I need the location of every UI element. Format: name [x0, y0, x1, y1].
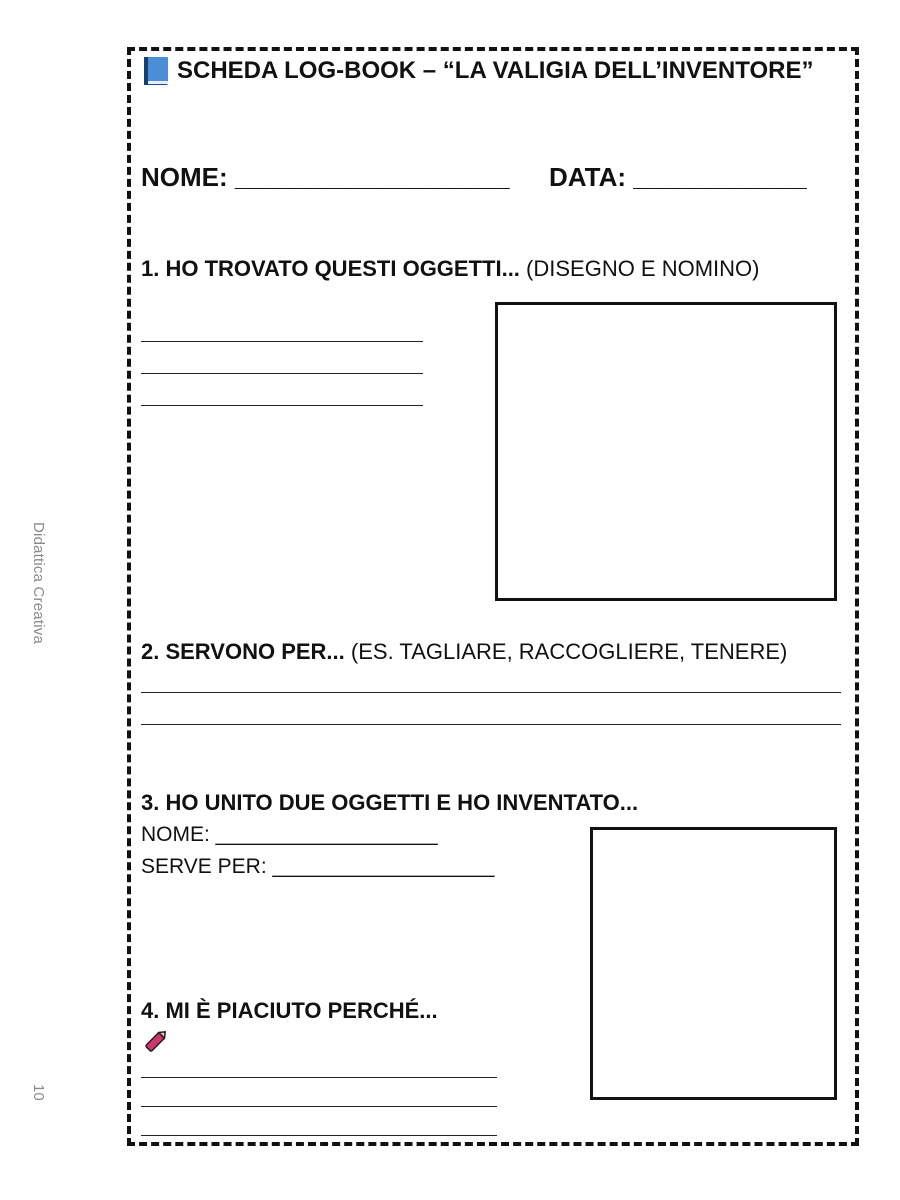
write-line[interactable] — [141, 1106, 497, 1107]
section-1-hint: (DISEGNO E NOMINO) — [519, 256, 760, 281]
section-2-title — [141, 639, 787, 665]
write-line[interactable] — [141, 692, 841, 693]
drawing-box-invention[interactable] — [590, 827, 837, 1100]
drawing-box-objects[interactable] — [495, 302, 837, 601]
section-2-heading: 2. SERVONO PER... — [141, 639, 345, 664]
date-field: DATA: ____________ — [549, 162, 807, 192]
page-title — [143, 56, 813, 86]
blue-book-icon — [143, 56, 169, 86]
write-line[interactable] — [141, 405, 423, 406]
pencil-icon — [142, 1027, 170, 1055]
write-line[interactable] — [141, 1135, 497, 1136]
section-1-title — [141, 256, 759, 282]
write-line[interactable] — [141, 373, 423, 374]
name-field: NOME: ___________________ — [141, 162, 510, 192]
write-line[interactable] — [141, 724, 841, 725]
invention-use-field: SERVE PER: ___________________ — [141, 855, 495, 878]
page-title-text: SCHEDA LOG-BOOK – “LA VALIGIA DELL’INVENTORE” — [177, 57, 814, 84]
side-label: Didattica Creativa — [30, 522, 47, 644]
section-4-title: 4. MI È PIACIUTO PERCHÉ... — [141, 998, 438, 1023]
section-1-heading: 1. HO TROVATO QUESTI OGGETTI... — [141, 256, 520, 281]
write-line[interactable] — [141, 1077, 497, 1078]
section-3-title: 3. HO UNITO DUE OGGETTI E HO INVENTATO... — [141, 790, 639, 815]
page-number: 10 — [30, 1084, 47, 1101]
section-2-hint: (ES. TAGLIARE, RACCOGLIERE, TENERE) — [344, 639, 788, 664]
write-line[interactable] — [141, 341, 423, 342]
invention-name-field: NOME: ___________________ — [141, 823, 438, 846]
